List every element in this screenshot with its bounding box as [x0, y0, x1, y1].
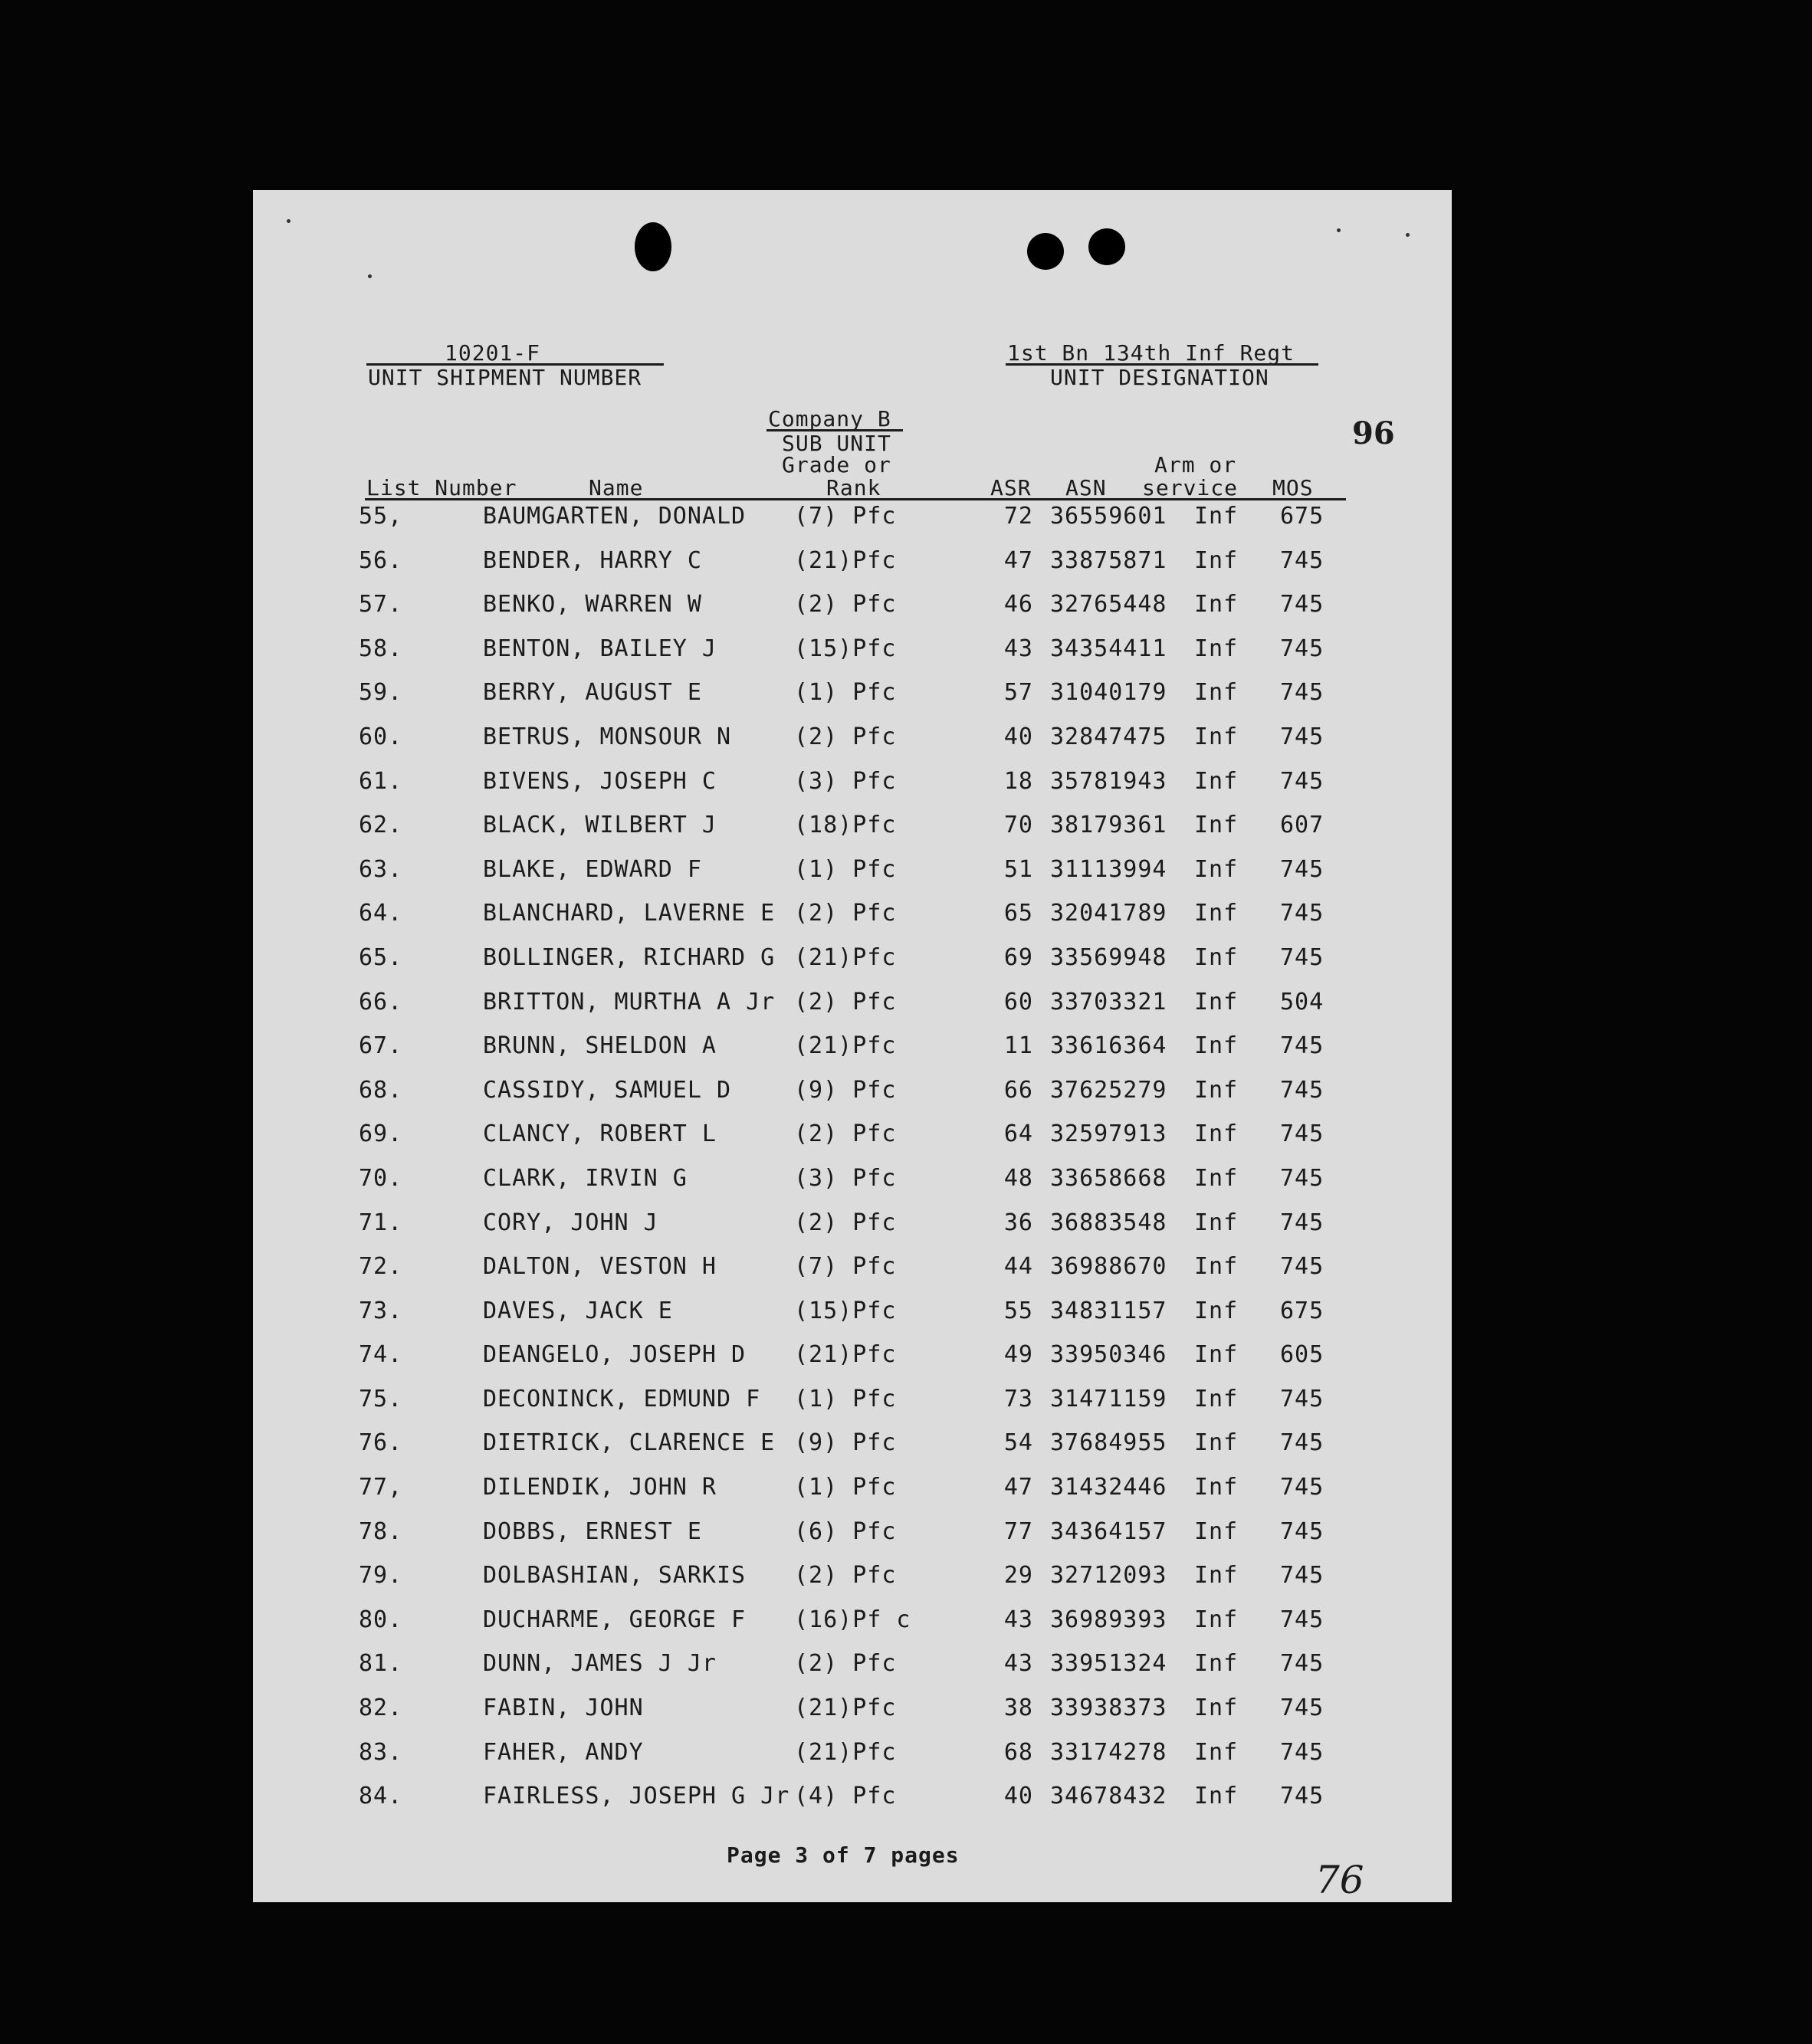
- cell-asr: 68: [1003, 1738, 1033, 1766]
- cell-asr: 18: [1003, 767, 1033, 795]
- cell-arm-service: Inf: [1194, 1297, 1239, 1324]
- sub-unit: Company B: [768, 406, 891, 431]
- cell-mos: 745: [1280, 1164, 1325, 1192]
- cell-asn: 34364157: [1050, 1517, 1167, 1545]
- cell-arm-service: Inf: [1194, 1385, 1239, 1412]
- col-header-asn: ASN: [1065, 475, 1107, 500]
- cell-mos: 745: [1280, 1076, 1325, 1104]
- col-header-name: Name: [589, 475, 644, 500]
- cell-arm-service: Inf: [1194, 1120, 1239, 1148]
- cell-asr: 65: [1003, 900, 1033, 927]
- cell-mos: 745: [1280, 943, 1325, 971]
- cell-arm-service: Inf: [1194, 900, 1239, 927]
- cell-asr: 47: [1003, 546, 1033, 574]
- table-row: [253, 679, 1452, 723]
- cell-mos: 745: [1280, 1606, 1325, 1633]
- speck: [287, 219, 291, 223]
- table-row: [253, 1341, 1452, 1386]
- punch-hole-left: [635, 222, 671, 271]
- cell-grade: (15)Pfc: [794, 1297, 897, 1324]
- cell-list-number: 69.: [359, 1120, 403, 1148]
- cell-list-number: 65.: [359, 943, 403, 971]
- cell-asr: 40: [1003, 1783, 1033, 1810]
- cell-mos: 745: [1280, 591, 1325, 618]
- cell-asn: 32712093: [1050, 1562, 1167, 1590]
- cell-list-number: 61.: [359, 767, 403, 795]
- cell-name: BENTON, BAILEY J: [483, 635, 717, 662]
- cell-grade: (2) Pfc: [794, 1209, 897, 1236]
- table-row: [253, 900, 1452, 944]
- cell-list-number: 73.: [359, 1297, 403, 1324]
- cell-asn: 32041789: [1050, 900, 1167, 927]
- header-rule: [365, 498, 1346, 500]
- cell-mos: 675: [1280, 1297, 1325, 1324]
- cell-list-number: 84.: [359, 1783, 403, 1810]
- cell-asr: 51: [1003, 855, 1033, 883]
- table-row: [253, 944, 1452, 989]
- cell-arm-service: Inf: [1194, 1517, 1239, 1545]
- cell-arm-service: Inf: [1194, 1032, 1239, 1060]
- cell-asr: 64: [1003, 1120, 1033, 1148]
- cell-list-number: 70.: [359, 1164, 403, 1192]
- cell-list-number: 62.: [359, 812, 403, 839]
- table-row: [253, 1562, 1452, 1606]
- cell-list-number: 56.: [359, 546, 403, 574]
- cell-name: FAHER, ANDY: [483, 1738, 644, 1766]
- table-row: [253, 1739, 1452, 1783]
- cell-arm-service: Inf: [1194, 1650, 1239, 1678]
- cell-name: DEANGELO, JOSEPH D: [483, 1341, 747, 1369]
- cell-list-number: 77,: [359, 1474, 403, 1501]
- cell-grade: (9) Pfc: [794, 1076, 897, 1104]
- cell-arm-service: Inf: [1194, 1209, 1239, 1236]
- cell-asr: 29: [1003, 1562, 1033, 1590]
- cell-list-number: 75.: [359, 1385, 403, 1412]
- cell-asr: 47: [1003, 1474, 1033, 1501]
- cell-arm-service: Inf: [1194, 635, 1239, 662]
- cell-mos: 745: [1280, 1120, 1325, 1148]
- table-row: [253, 812, 1452, 856]
- cell-list-number: 64.: [359, 900, 403, 927]
- table-row: [253, 1032, 1452, 1077]
- cell-asn: 33569948: [1050, 943, 1167, 971]
- cell-list-number: 59.: [359, 679, 403, 707]
- table-row: [253, 591, 1452, 635]
- cell-name: BIVENS, JOSEPH C: [483, 767, 717, 795]
- cell-arm-service: Inf: [1194, 812, 1239, 839]
- cell-grade: (1) Pfc: [794, 1474, 897, 1501]
- cell-grade: (15)Pfc: [794, 635, 897, 662]
- cell-grade: (2) Pfc: [794, 723, 897, 750]
- table-row: [253, 503, 1452, 547]
- cell-name: DILENDIK, JOHN R: [483, 1474, 717, 1501]
- table-row: [253, 1165, 1452, 1209]
- cell-mos: 745: [1280, 1695, 1325, 1722]
- cell-list-number: 76.: [359, 1429, 403, 1457]
- cell-list-number: 68.: [359, 1076, 403, 1104]
- cell-grade: (1) Pfc: [794, 855, 897, 883]
- cell-grade: (21)Pfc: [794, 1341, 897, 1369]
- handwritten-number: 76: [1315, 1858, 1364, 1902]
- cell-mos: 745: [1280, 1517, 1325, 1545]
- cell-grade: (7) Pfc: [794, 503, 897, 530]
- cell-name: BERRY, AUGUST E: [483, 679, 702, 707]
- cell-mos: 745: [1280, 1385, 1325, 1412]
- cell-arm-service: Inf: [1194, 1738, 1239, 1766]
- cell-grade: (6) Pfc: [794, 1517, 897, 1545]
- cell-asn: 36988670: [1050, 1253, 1167, 1281]
- table-row: [253, 856, 1452, 901]
- cell-name: BRUNN, SHELDON A: [483, 1032, 717, 1060]
- cell-asn: 34831157: [1050, 1297, 1167, 1324]
- cell-list-number: 55,: [359, 503, 403, 530]
- cell-name: BLACK, WILBERT J: [483, 812, 717, 839]
- roster-table: [253, 503, 1452, 1827]
- table-row: [253, 1518, 1452, 1563]
- cell-asn: 38179361: [1050, 812, 1167, 839]
- speck: [368, 274, 372, 278]
- cell-grade: (9) Pfc: [794, 1429, 897, 1457]
- table-row: [253, 547, 1452, 592]
- shipment-number: 10201-F: [445, 340, 541, 366]
- cell-asr: 43: [1003, 635, 1033, 662]
- table-row: [253, 635, 1452, 680]
- cell-mos: 607: [1280, 812, 1325, 839]
- cell-mos: 675: [1280, 503, 1325, 530]
- cell-mos: 605: [1280, 1341, 1325, 1369]
- cell-list-number: 58.: [359, 635, 403, 662]
- shipment-number-label: UNIT SHIPMENT NUMBER: [368, 365, 642, 390]
- cell-asn: 35781943: [1050, 767, 1167, 795]
- cell-mos: 745: [1280, 546, 1325, 574]
- table-row: [253, 1209, 1452, 1254]
- punch-hole-right: [1088, 228, 1125, 265]
- cell-grade: (2) Pfc: [794, 1650, 897, 1678]
- cell-name: DUNN, JAMES J Jr: [483, 1650, 717, 1678]
- cell-asn: 33703321: [1050, 988, 1167, 1015]
- cell-arm-service: Inf: [1194, 591, 1239, 618]
- col-header-arm-2: service: [1142, 475, 1239, 500]
- table-row: [253, 723, 1452, 768]
- cell-arm-service: Inf: [1194, 1695, 1239, 1722]
- cell-asn: 37684955: [1050, 1429, 1167, 1457]
- cell-asn: 32597913: [1050, 1120, 1167, 1148]
- cell-list-number: 63.: [359, 855, 403, 883]
- cell-mos: 745: [1280, 1209, 1325, 1236]
- cell-name: DAVES, JACK E: [483, 1297, 673, 1324]
- cell-asn: 33658668: [1050, 1164, 1167, 1192]
- cell-arm-service: Inf: [1194, 943, 1239, 971]
- cell-asn: 33950346: [1050, 1341, 1167, 1369]
- cell-mos: 745: [1280, 679, 1325, 707]
- cell-arm-service: Inf: [1194, 723, 1239, 750]
- cell-mos: 745: [1280, 900, 1325, 927]
- table-row: [253, 1120, 1452, 1165]
- cell-list-number: 79.: [359, 1562, 403, 1590]
- cell-grade: (21)Pfc: [794, 1032, 897, 1060]
- cell-asr: 66: [1003, 1076, 1033, 1104]
- cell-grade: (2) Pfc: [794, 591, 897, 618]
- cell-name: CASSIDY, SAMUEL D: [483, 1076, 732, 1104]
- cell-grade: (2) Pfc: [794, 988, 897, 1015]
- cell-name: BLAKE, EDWARD F: [483, 855, 702, 883]
- cell-list-number: 71.: [359, 1209, 403, 1236]
- cell-asn: 33875871: [1050, 546, 1167, 574]
- cell-asn: 36883548: [1050, 1209, 1167, 1236]
- cell-asn: 37625279: [1050, 1076, 1167, 1104]
- table-row: [253, 1077, 1452, 1121]
- cell-grade: (16)Pf c: [794, 1606, 911, 1633]
- cell-list-number: 66.: [359, 988, 403, 1015]
- cell-grade: (21)Pfc: [794, 1738, 897, 1766]
- cell-arm-service: Inf: [1194, 1429, 1239, 1457]
- cell-asn: 32847475: [1050, 723, 1167, 750]
- cell-asr: 54: [1003, 1429, 1033, 1457]
- cell-list-number: 78.: [359, 1517, 403, 1545]
- cell-name: BLANCHARD, LAVERNE E: [483, 900, 776, 927]
- cell-asr: 43: [1003, 1606, 1033, 1633]
- cell-asn: 33174278: [1050, 1738, 1167, 1766]
- cell-grade: (1) Pfc: [794, 1385, 897, 1412]
- speck: [1337, 228, 1341, 232]
- cell-name: DIETRICK, CLARENCE E: [483, 1429, 776, 1457]
- cell-list-number: 82.: [359, 1695, 403, 1722]
- table-row: [253, 1695, 1452, 1739]
- cell-name: BRITTON, MURTHA A Jr: [483, 988, 776, 1015]
- cell-name: BETRUS, MONSOUR N: [483, 723, 732, 750]
- col-header-list-number: List Number: [366, 475, 517, 500]
- cell-grade: (2) Pfc: [794, 900, 897, 927]
- cell-name: CLANCY, ROBERT L: [483, 1120, 717, 1148]
- cell-grade: (21)Pfc: [794, 943, 897, 971]
- cell-asn: 36559601: [1050, 503, 1167, 530]
- cell-asr: 46: [1003, 591, 1033, 618]
- page-stamp: 96: [1352, 415, 1395, 451]
- cell-grade: (21)Pfc: [794, 1695, 897, 1722]
- table-row: [253, 1650, 1452, 1695]
- cell-list-number: 81.: [359, 1650, 403, 1678]
- cell-asn: 31432446: [1050, 1474, 1167, 1501]
- cell-name: DECONINCK, EDMUND F: [483, 1385, 761, 1412]
- cell-list-number: 80.: [359, 1606, 403, 1633]
- cell-asr: 73: [1003, 1385, 1033, 1412]
- cell-asr: 55: [1003, 1297, 1033, 1324]
- cell-asn: 31471159: [1050, 1385, 1167, 1412]
- cell-grade: (2) Pfc: [794, 1562, 897, 1590]
- cell-mos: 745: [1280, 1738, 1325, 1766]
- cell-mos: 745: [1280, 1474, 1325, 1501]
- cell-mos: 745: [1280, 1562, 1325, 1590]
- cell-asn: 31113994: [1050, 855, 1167, 883]
- cell-name: BENDER, HARRY C: [483, 546, 702, 574]
- cell-asr: 38: [1003, 1695, 1033, 1722]
- cell-asr: 36: [1003, 1209, 1033, 1236]
- cell-asn: 33938373: [1050, 1695, 1167, 1722]
- cell-arm-service: Inf: [1194, 546, 1239, 574]
- cell-asr: 43: [1003, 1650, 1033, 1678]
- cell-grade: (3) Pfc: [794, 1164, 897, 1192]
- cell-asr: 77: [1003, 1517, 1033, 1545]
- cell-arm-service: Inf: [1194, 1341, 1239, 1369]
- cell-mos: 504: [1280, 988, 1325, 1015]
- cell-arm-service: Inf: [1194, 1076, 1239, 1104]
- cell-mos: 745: [1280, 767, 1325, 795]
- cell-asn: 34354411: [1050, 635, 1167, 662]
- cell-arm-service: Inf: [1194, 1783, 1239, 1810]
- cell-arm-service: Inf: [1194, 503, 1239, 530]
- cell-name: FAIRLESS, JOSEPH G Jr: [483, 1783, 790, 1810]
- table-row: [253, 1606, 1452, 1651]
- speck: [1406, 233, 1410, 237]
- cell-asr: 44: [1003, 1253, 1033, 1281]
- cell-list-number: 74.: [359, 1341, 403, 1369]
- table-row: [253, 1474, 1452, 1518]
- cell-asr: 70: [1003, 812, 1033, 839]
- cell-asr: 69: [1003, 943, 1033, 971]
- cell-mos: 745: [1280, 1783, 1325, 1810]
- table-row: [253, 1429, 1452, 1474]
- document-page: [253, 190, 1452, 1902]
- cell-arm-service: Inf: [1194, 679, 1239, 707]
- table-row: [253, 989, 1452, 1033]
- col-header-grade-2: Rank: [826, 475, 881, 500]
- cell-arm-service: Inf: [1194, 855, 1239, 883]
- cell-asn: 34678432: [1050, 1783, 1167, 1810]
- cell-asn: 32765448: [1050, 591, 1167, 618]
- table-row: [253, 1386, 1452, 1430]
- cell-name: CLARK, IRVIN G: [483, 1164, 688, 1192]
- cell-asr: 40: [1003, 723, 1033, 750]
- cell-name: DOBBS, ERNEST E: [483, 1517, 702, 1545]
- cell-asr: 60: [1003, 988, 1033, 1015]
- cell-arm-service: Inf: [1194, 1164, 1239, 1192]
- cell-asn: 31040179: [1050, 679, 1167, 707]
- table-row: [253, 1253, 1452, 1298]
- cell-name: DOLBASHIAN, SARKIS: [483, 1562, 747, 1590]
- cell-mos: 745: [1280, 1253, 1325, 1281]
- cell-mos: 745: [1280, 1650, 1325, 1678]
- col-header-mos: MOS: [1272, 475, 1314, 500]
- unit-designation: 1st Bn 134th Inf Regt: [1007, 340, 1295, 366]
- cell-arm-service: Inf: [1194, 1253, 1239, 1281]
- cell-mos: 745: [1280, 1429, 1325, 1457]
- cell-mos: 745: [1280, 855, 1325, 883]
- page-count: Page 3 of 7 pages: [727, 1842, 960, 1868]
- cell-list-number: 67.: [359, 1032, 403, 1060]
- cell-mos: 745: [1280, 723, 1325, 750]
- cell-name: BOLLINGER, RICHARD G: [483, 943, 776, 971]
- cell-name: BENKO, WARREN W: [483, 591, 702, 618]
- cell-asr: 49: [1003, 1341, 1033, 1369]
- col-header-arm-1: Arm or: [1154, 452, 1237, 477]
- table-row: [253, 768, 1452, 812]
- cell-name: DUCHARME, GEORGE F: [483, 1606, 747, 1633]
- cell-grade: (3) Pfc: [794, 767, 897, 795]
- cell-grade: (2) Pfc: [794, 1120, 897, 1148]
- cell-grade: (21)Pfc: [794, 546, 897, 574]
- cell-mos: 745: [1280, 1032, 1325, 1060]
- unit-designation-label: UNIT DESIGNATION: [1050, 365, 1269, 390]
- cell-mos: 745: [1280, 635, 1325, 662]
- cell-name: CORY, JOHN J: [483, 1209, 658, 1236]
- table-row: [253, 1298, 1452, 1342]
- cell-grade: (4) Pfc: [794, 1783, 897, 1810]
- cell-arm-service: Inf: [1194, 767, 1239, 795]
- cell-arm-service: Inf: [1194, 1474, 1239, 1501]
- sub-unit-label: SUB UNIT: [782, 431, 891, 456]
- cell-grade: (7) Pfc: [794, 1253, 897, 1281]
- cell-asr: 11: [1003, 1032, 1033, 1060]
- cell-asr: 72: [1003, 503, 1033, 530]
- cell-arm-service: Inf: [1194, 988, 1239, 1015]
- cell-name: FABIN, JOHN: [483, 1695, 644, 1722]
- cell-arm-service: Inf: [1194, 1562, 1239, 1590]
- table-row: [253, 1783, 1452, 1827]
- cell-grade: (18)Pfc: [794, 812, 897, 839]
- cell-asr: 57: [1003, 679, 1033, 707]
- punch-hole-middle: [1027, 233, 1064, 270]
- cell-list-number: 83.: [359, 1738, 403, 1766]
- cell-list-number: 60.: [359, 723, 403, 750]
- cell-arm-service: Inf: [1194, 1606, 1239, 1633]
- cell-name: DALTON, VESTON H: [483, 1253, 717, 1281]
- cell-name: BAUMGARTEN, DONALD: [483, 503, 747, 530]
- cell-grade: (1) Pfc: [794, 679, 897, 707]
- cell-list-number: 57.: [359, 591, 403, 618]
- cell-asn: 33951324: [1050, 1650, 1167, 1678]
- col-header-grade-1: Grade or: [782, 452, 891, 477]
- cell-asn: 33616364: [1050, 1032, 1167, 1060]
- cell-list-number: 72.: [359, 1253, 403, 1281]
- col-header-asr: ASR: [990, 475, 1032, 500]
- cell-asr: 48: [1003, 1164, 1033, 1192]
- cell-asn: 36989393: [1050, 1606, 1167, 1633]
